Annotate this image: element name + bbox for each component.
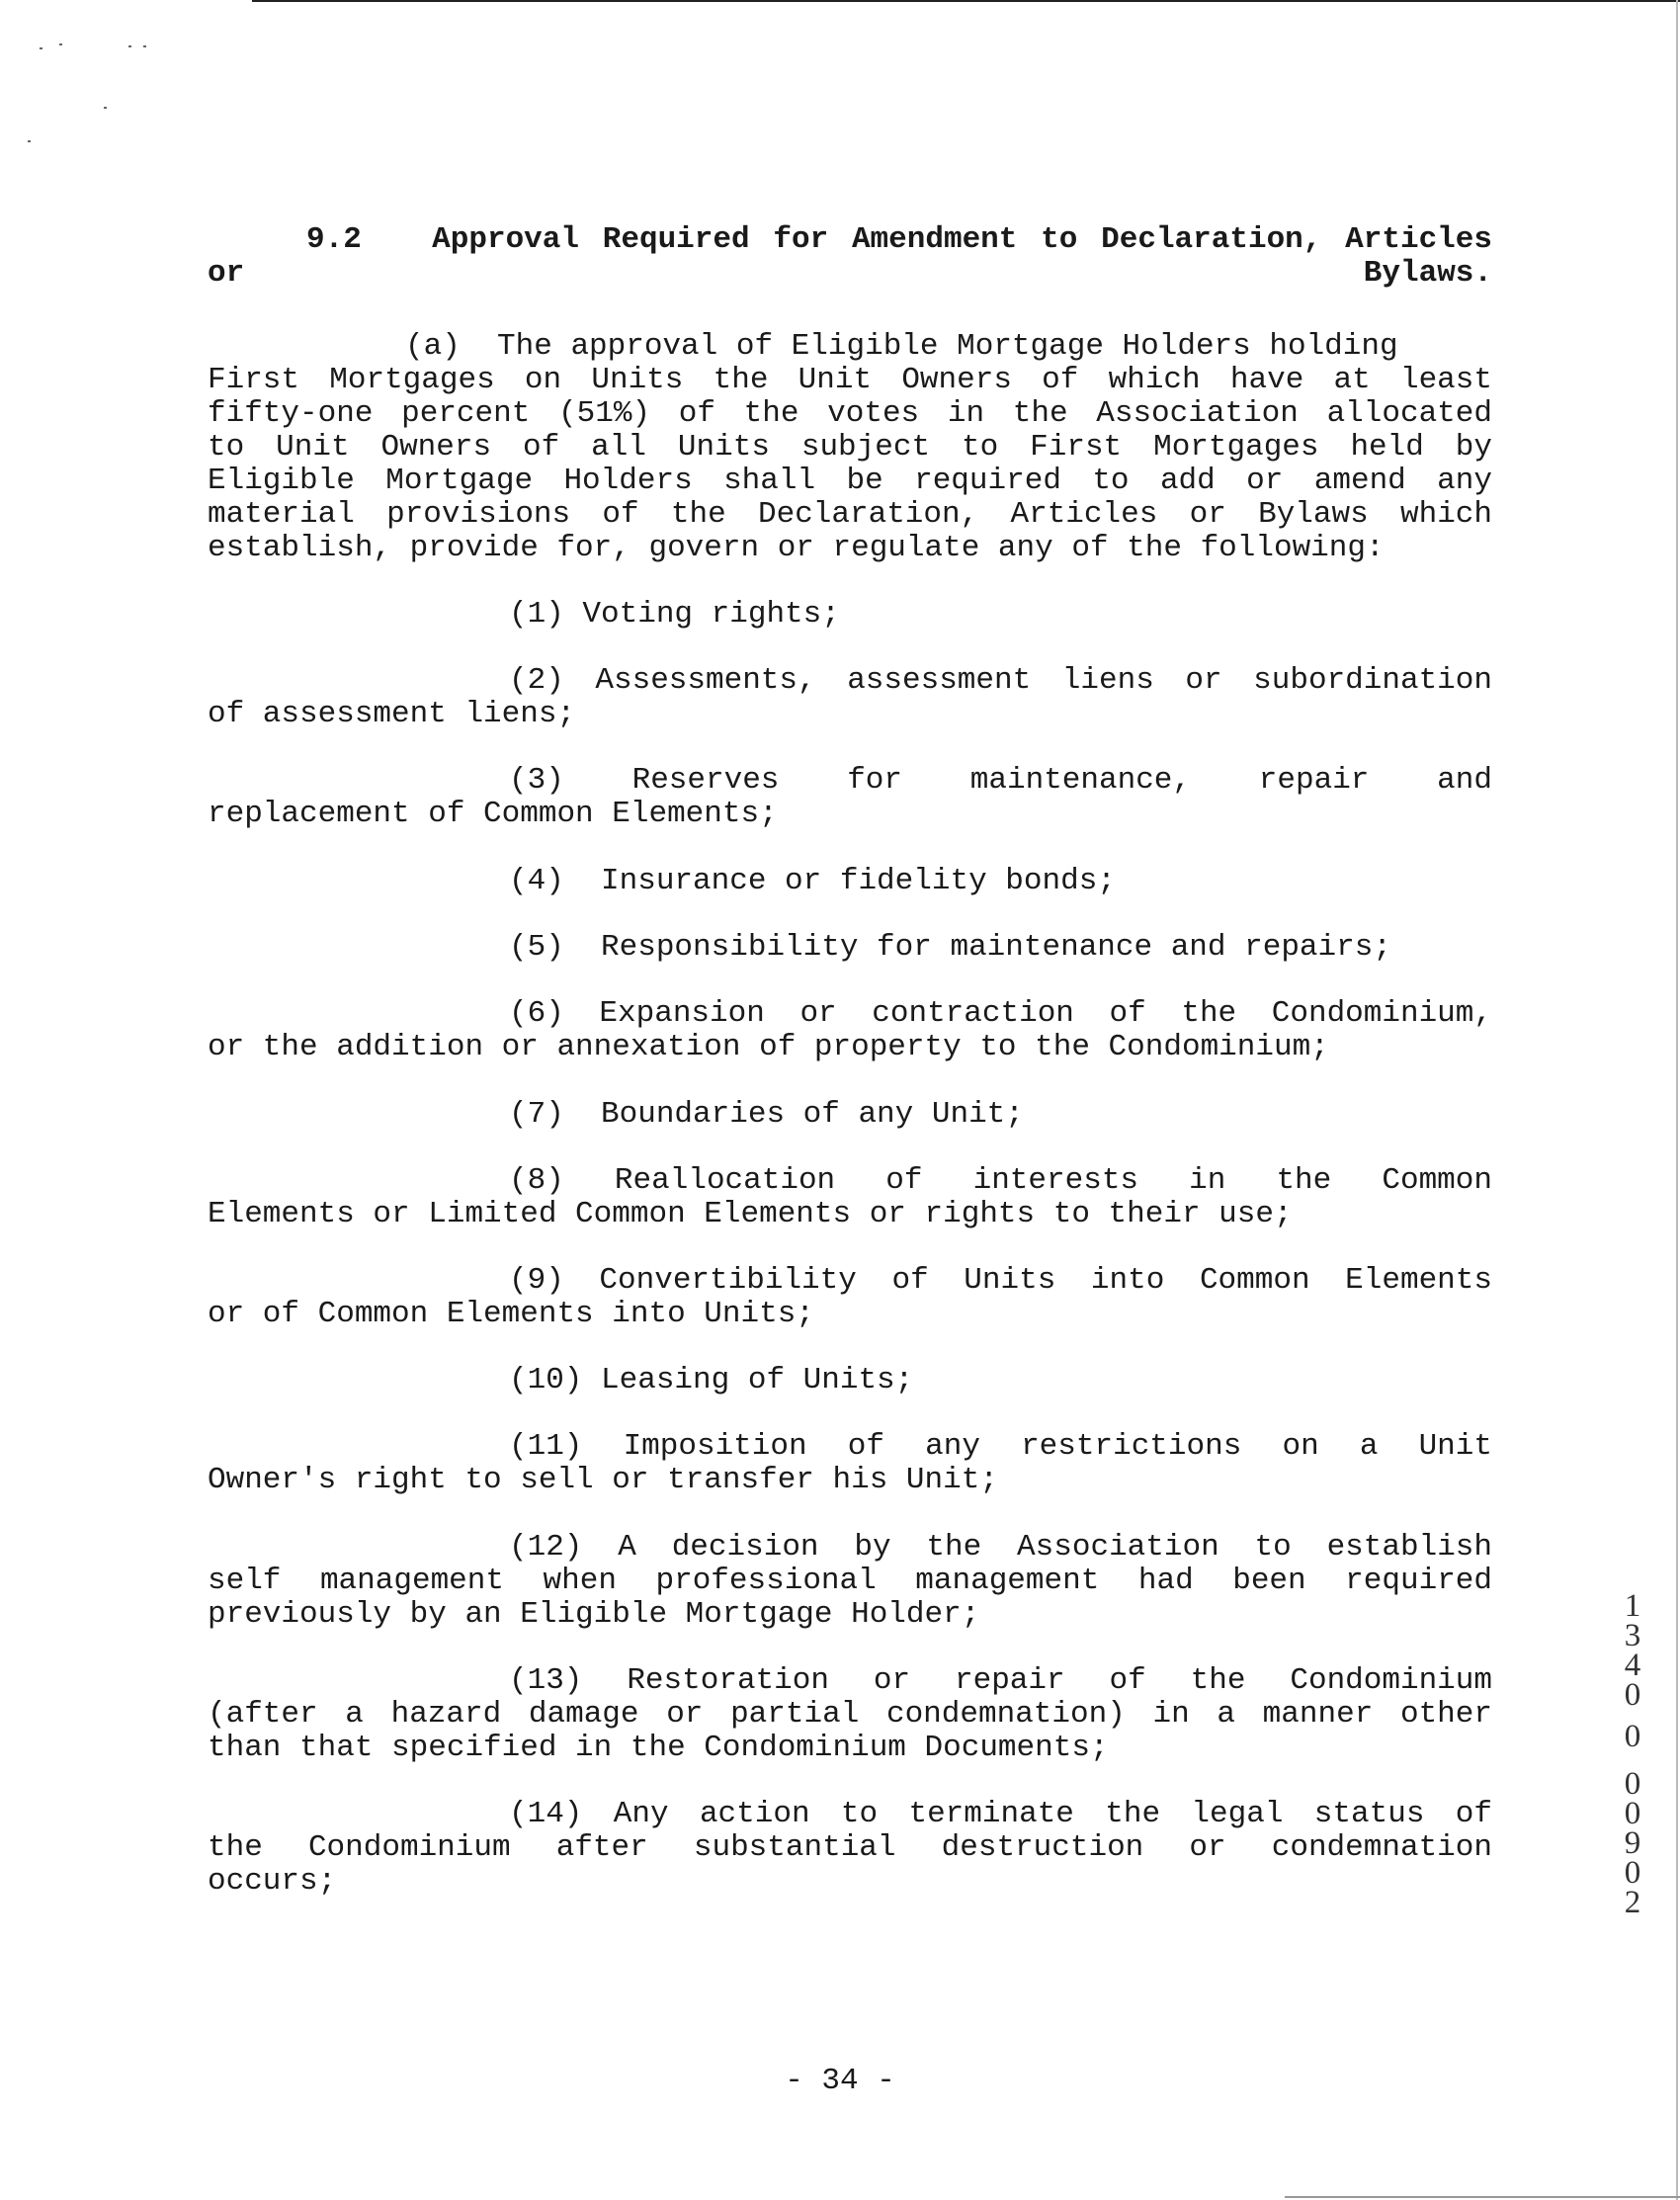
document-side-number bbox=[1618, 1588, 1647, 1920]
list-item bbox=[208, 997, 1492, 1064]
list-item-line: (3) Reserves for maintenance, repair and bbox=[509, 763, 1492, 798]
list-item-line: (5) Responsibility for maintenance and repairs; bbox=[509, 930, 1391, 965]
list-item bbox=[208, 1364, 1492, 1397]
intro-paragraph bbox=[208, 330, 1492, 565]
scan-speck bbox=[143, 45, 146, 47]
top-border-line bbox=[252, 0, 1680, 2]
list-item-line: occurs; bbox=[208, 1864, 337, 1899]
intro-line: The approval of Eligible Mortgage Holders holding bbox=[497, 329, 1398, 364]
side-digit: 1 bbox=[1624, 1588, 1641, 1624]
list-item-line: self management when professional management had been required bbox=[208, 1564, 1492, 1598]
scan-speck bbox=[104, 107, 107, 109]
list-item bbox=[208, 664, 1492, 731]
list-item-line: of assessment liens; bbox=[208, 697, 576, 731]
list-item-line: replacement of Common Elements; bbox=[208, 797, 778, 831]
side-digit: 0 bbox=[1624, 1796, 1641, 1831]
list-item bbox=[208, 1430, 1492, 1497]
side-digit: 4 bbox=[1624, 1648, 1641, 1683]
list-item-line: (4) Insurance or fidelity bonds; bbox=[509, 864, 1116, 898]
list-item-line: Elements or Limited Common Elements or rights to their use; bbox=[208, 1197, 1293, 1231]
list-item-line: (7) Boundaries of any Unit; bbox=[509, 1097, 1024, 1132]
list-item-line: (10) Leasing of Units; bbox=[509, 1363, 914, 1397]
list-item bbox=[208, 1264, 1492, 1331]
list-item bbox=[208, 1798, 1492, 1899]
side-digit: 3 bbox=[1624, 1618, 1641, 1653]
list-item bbox=[208, 1664, 1492, 1765]
side-digit: 0 bbox=[1624, 1677, 1641, 1713]
list-item-line: than that specified in the Condominium Documents; bbox=[208, 1731, 1109, 1765]
scan-speck bbox=[28, 140, 31, 142]
list-item-line: (9) Convertibility of Units into Common Elements bbox=[509, 1263, 1492, 1298]
list-item-line: or the addition or annexation of property to the Condominium; bbox=[208, 1030, 1329, 1064]
page-number: - 34 - bbox=[785, 2064, 895, 2098]
list-item-line: (8) Reallocation of interests in the Common bbox=[509, 1163, 1492, 1198]
list-item-line: previously by an Eligible Mortgage Holder; bbox=[208, 1597, 980, 1632]
side-digit: 9 bbox=[1624, 1825, 1641, 1861]
scan-speck bbox=[40, 47, 42, 49]
list-item bbox=[208, 1164, 1492, 1231]
right-border-line bbox=[1676, 0, 1678, 2200]
list-item-line: Owner's right to sell or transfer his Unit; bbox=[208, 1463, 998, 1497]
list-item-line: (1) Voting rights; bbox=[509, 597, 840, 632]
list-item-line: (2) Assessments, assessment liens or subordination bbox=[509, 663, 1492, 698]
intro-line: fifty-one percent (51%) of the votes in the Association allocated bbox=[208, 396, 1492, 431]
list-item-line: (13) Restoration or repair of the Condominium bbox=[509, 1663, 1492, 1698]
section-title: Approval Required for Amendment to Declaration, Articles or Bylaws. bbox=[208, 222, 1492, 291]
list-item-line: the Condominium after substantial destruction or condemnation bbox=[208, 1830, 1492, 1865]
side-digit: 0 bbox=[1624, 1719, 1641, 1754]
list-item bbox=[208, 1531, 1492, 1632]
list-item-line: (14) Any action to terminate the legal status of bbox=[509, 1797, 1492, 1831]
list-item bbox=[208, 1098, 1492, 1132]
section-heading bbox=[208, 223, 1492, 291]
intro-first-line bbox=[208, 330, 1492, 364]
list-item-line: (after a hazard damage or partial condemnation) in a manner other bbox=[208, 1697, 1492, 1732]
list-item bbox=[208, 865, 1492, 898]
intro-line: material provisions of the Declaration, Articles or Bylaws which bbox=[208, 497, 1492, 532]
intro-marker: (a) bbox=[405, 329, 461, 364]
intro-line: to Unit Owners of all Units subject to First Mortgages held by bbox=[208, 430, 1492, 465]
intro-line: establish, provide for, govern or regulate any of the following: bbox=[208, 531, 1385, 565]
list-item-line: (12) A decision by the Association to establish bbox=[509, 1530, 1492, 1565]
side-digit: 2 bbox=[1624, 1885, 1641, 1920]
list-item-line: or of Common Elements into Units; bbox=[208, 1297, 814, 1331]
intro-line: First Mortgages on Units the Unit Owners of which have at least bbox=[208, 363, 1492, 397]
list-item bbox=[208, 931, 1492, 965]
list-item-line: (11) Imposition of any restrictions on a Unit bbox=[509, 1429, 1492, 1464]
scan-speck bbox=[128, 45, 131, 47]
list-item bbox=[208, 598, 1492, 632]
list-item-line: (6) Expansion or contraction of the Condominium, bbox=[509, 996, 1492, 1031]
heading-line-1 bbox=[208, 223, 1492, 291]
intro-line: Eligible Mortgage Holders shall be required to add or amend any bbox=[208, 464, 1492, 498]
section-number: 9.2 bbox=[306, 222, 362, 257]
side-digit: 0 bbox=[1624, 1855, 1641, 1891]
list-item bbox=[208, 764, 1492, 831]
scan-speck bbox=[59, 43, 62, 45]
side-digit: 0 bbox=[1624, 1766, 1641, 1802]
bottom-border-line bbox=[1285, 2196, 1680, 2198]
